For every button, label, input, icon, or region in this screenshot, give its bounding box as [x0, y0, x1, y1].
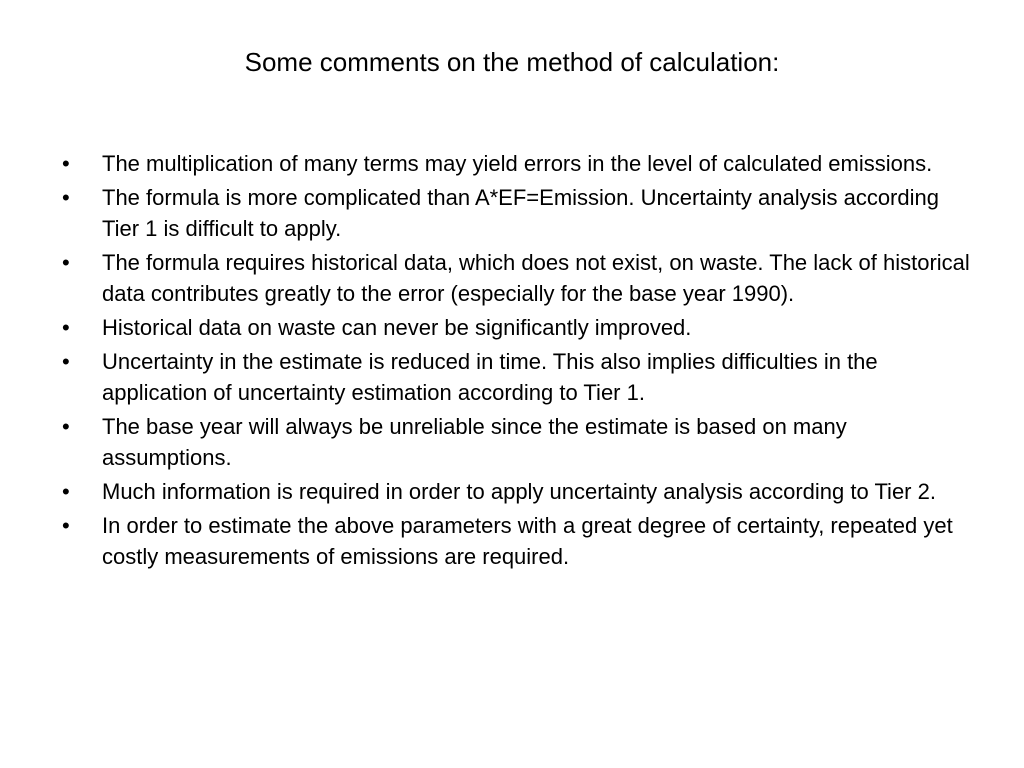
bullet-text: In order to estimate the above parameters with a great degree of certainty, repeated yet costly measurements of emissions are required.: [102, 513, 953, 569]
bullet-item: [62, 510, 972, 572]
bullet-text: Historical data on waste can never be significantly improved.: [102, 315, 692, 340]
bullet-text: The formula requires historical data, which does not exist, on waste. The lack of historical data contributes greatly to the error (especially for the base year 1990).: [102, 250, 970, 306]
bullet-icon: •: [62, 250, 70, 275]
bullet-item: [62, 312, 972, 343]
bullet-text: The base year will always be unreliable since the estimate is based on many assumptions.: [102, 414, 847, 470]
bullet-icon: •: [62, 513, 70, 538]
bullet-text: Uncertainty in the estimate is reduced in time. This also implies difficulties in the application of uncertainty estimation according to Tier 1.: [102, 349, 878, 405]
bullet-icon: •: [62, 315, 70, 340]
bullet-icon: •: [62, 479, 70, 504]
slide-title: Some comments on the method of calculation:: [244, 47, 780, 77]
bullet-text: The multiplication of many terms may yield errors in the level of calculated emissions.: [102, 151, 933, 176]
bullet-item: [62, 411, 972, 473]
bullet-item: [62, 476, 972, 507]
bullet-text: The formula is more complicated than A*EF=Emission. Uncertainty analysis according Tier 1 is difficult to apply.: [102, 185, 939, 241]
bullet-text: Much information is required in order to apply uncertainty analysis according to Tier 2.: [102, 479, 936, 504]
bullet-item: [62, 148, 972, 179]
bullet-icon: •: [62, 151, 70, 176]
bullet-icon: •: [62, 349, 70, 374]
bullet-item: [62, 247, 972, 309]
bullet-icon: •: [62, 185, 70, 210]
bullet-list: [62, 148, 972, 575]
bullet-item: [62, 346, 972, 408]
bullet-icon: •: [62, 414, 70, 439]
bullet-item: [62, 182, 972, 244]
